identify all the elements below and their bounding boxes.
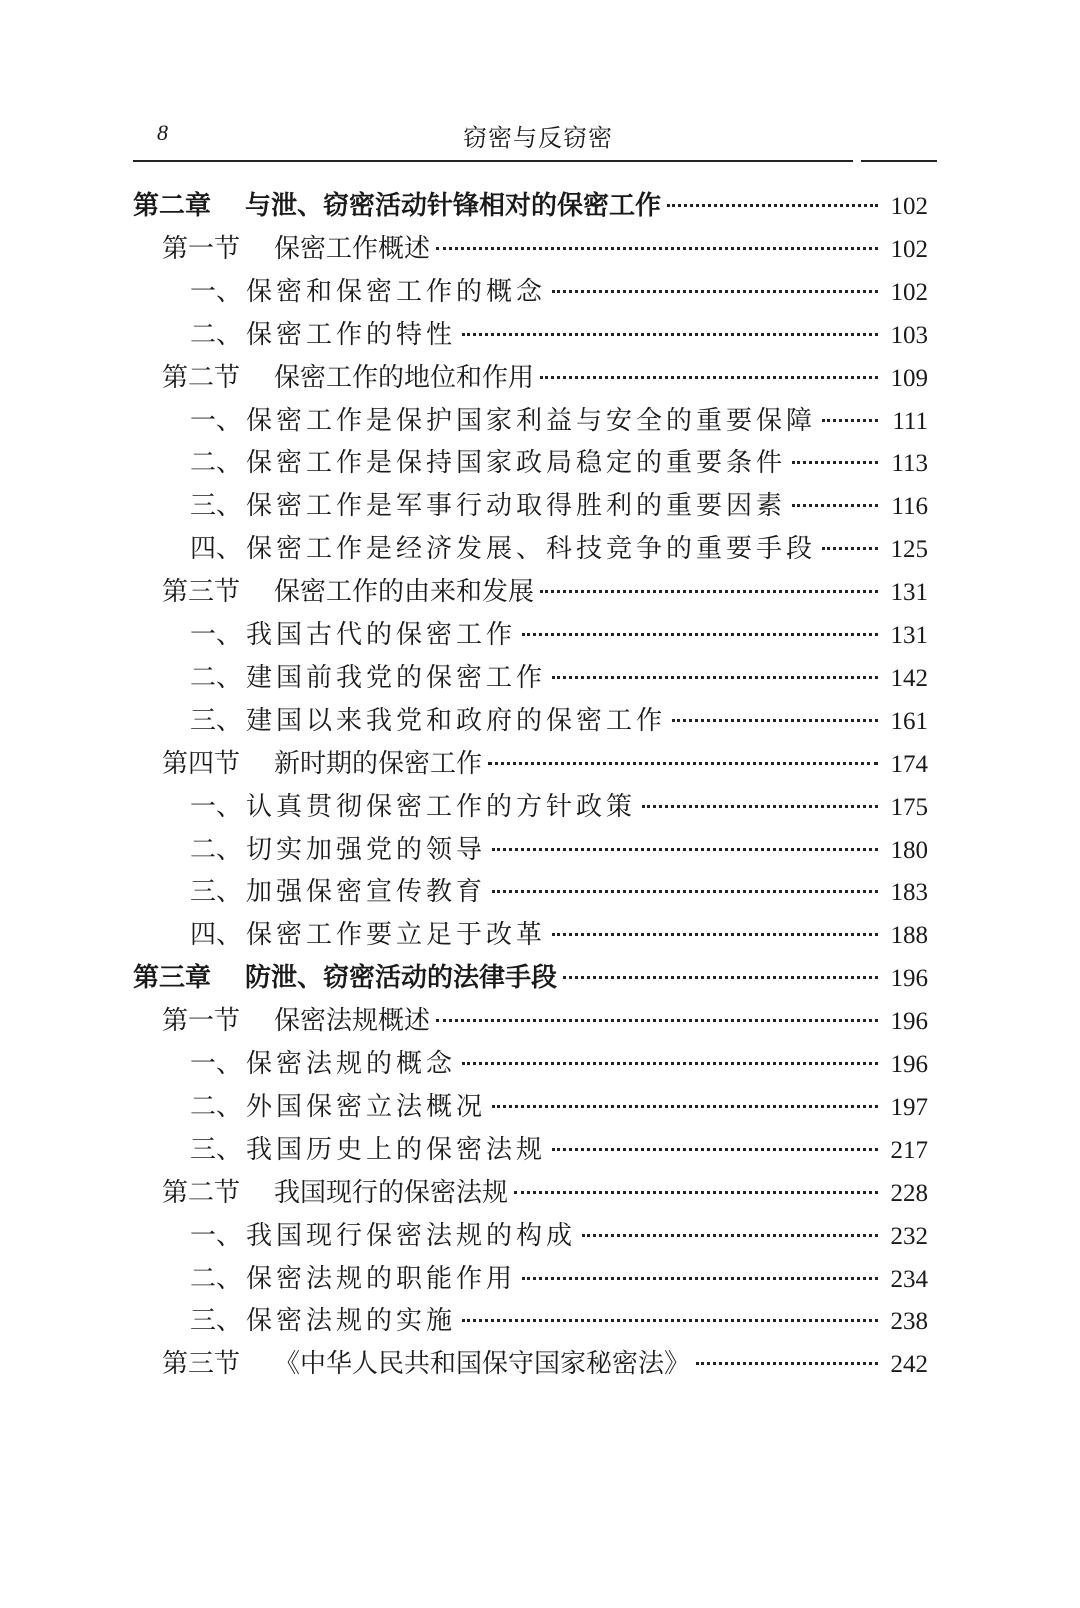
toc-entry-section[interactable] <box>162 1344 928 1384</box>
dot-leader <box>582 1234 878 1237</box>
toc-entry-item[interactable] <box>190 915 928 955</box>
toc-entry-title: 保密工作的地位和作用 <box>274 363 535 393</box>
dot-leader <box>792 504 878 507</box>
toc-entry-page-number: 102 <box>890 193 928 220</box>
toc-entry-title: 保密工作概述 <box>274 234 431 264</box>
toc-entry-label: 第二节 <box>162 1178 241 1208</box>
toc-entry-chapter[interactable] <box>133 186 928 226</box>
toc-entry-title: 建国以来我党和政府的保密工作 <box>246 706 667 736</box>
header-rule-tail <box>861 160 937 162</box>
toc-entry-page-number: 238 <box>890 1308 928 1335</box>
toc-entry-label: 三、 <box>190 706 243 736</box>
toc-entry-page-number: 102 <box>890 279 928 306</box>
toc-entry-page-number: 197 <box>890 1094 928 1121</box>
toc-entry-label: 一、 <box>190 792 243 822</box>
dot-leader <box>462 1319 878 1322</box>
toc-entry-item[interactable] <box>190 872 928 912</box>
toc-entry-title: 《中华人民共和国保守国家秘密法》 <box>274 1349 691 1379</box>
toc-entry-label: 一、 <box>190 277 243 307</box>
toc-entry-item[interactable] <box>190 1087 928 1127</box>
dot-leader <box>696 1362 878 1365</box>
toc-entry-section[interactable] <box>162 1173 928 1213</box>
toc-entry-label: 三、 <box>190 877 243 907</box>
toc-entry-page-number: 109 <box>890 365 928 392</box>
toc-entry-item[interactable] <box>190 787 928 827</box>
toc-entry-item[interactable] <box>190 1044 928 1084</box>
toc-entry-title: 切实加强党的领导 <box>246 835 487 865</box>
toc-entry-page-number: 161 <box>890 708 928 735</box>
toc-entry-item[interactable] <box>190 486 928 526</box>
toc-entry-label: 二、 <box>190 1092 243 1122</box>
toc-entry-title: 保密和保密工作的概念 <box>246 277 547 307</box>
toc-entry-section[interactable] <box>162 744 928 784</box>
toc-entry-label: 第一节 <box>162 1006 241 1036</box>
toc-entry-item[interactable] <box>190 658 928 698</box>
toc-entry-title: 我国现行保密法规的构成 <box>246 1221 577 1251</box>
toc-entry-page-number: 183 <box>890 879 928 906</box>
dot-leader <box>552 290 878 293</box>
header-rule <box>133 160 853 162</box>
toc-entry-chapter[interactable] <box>133 958 928 998</box>
toc-entry-label: 二、 <box>190 448 243 478</box>
toc-entry-page-number: 228 <box>890 1180 928 1207</box>
toc-entry-label: 第三节 <box>162 577 241 607</box>
dot-leader <box>792 461 878 464</box>
toc-entry-section[interactable] <box>162 1001 928 1041</box>
toc-entry-label: 一、 <box>190 406 243 436</box>
toc-entry-page-number: 232 <box>890 1223 928 1250</box>
toc-entry-item[interactable] <box>190 401 928 441</box>
toc-entry-label: 一、 <box>190 620 243 650</box>
toc-entry-title: 保密法规概述 <box>274 1006 431 1036</box>
toc-entry-title: 保密工作是军事行动取得胜利的重要因素 <box>246 491 787 521</box>
dot-leader <box>462 333 878 336</box>
toc-entry-title: 保密工作要立足于改革 <box>246 920 547 950</box>
toc-entry-page-number: 142 <box>890 665 928 692</box>
dot-leader <box>436 1019 878 1022</box>
toc-entry-title: 我国历史上的保密法规 <box>246 1135 547 1165</box>
dot-leader <box>492 848 878 851</box>
toc-entry-title: 我国现行的保密法规 <box>274 1178 509 1208</box>
toc-entry-title: 保密工作是保持国家政局稳定的重要条件 <box>246 448 787 478</box>
toc-entry-label: 第三节 <box>162 1349 241 1379</box>
toc-entry-item[interactable] <box>190 701 928 741</box>
toc-entry-page-number: 131 <box>890 622 928 649</box>
toc-entry-title: 保密工作的特性 <box>246 320 457 350</box>
toc-entry-title: 认真贯彻保密工作的方针政策 <box>246 792 637 822</box>
toc-entry-label: 二、 <box>190 663 243 693</box>
toc-entry-title: 防泄、窃密活动的法律手段 <box>245 963 558 993</box>
toc-entry-title: 保密法规的实施 <box>246 1306 457 1336</box>
toc-entry-section[interactable] <box>162 229 928 269</box>
toc-entry-title: 加强保密宣传教育 <box>246 877 487 907</box>
toc-entry-page-number: 131 <box>890 579 928 606</box>
dot-leader <box>540 590 878 593</box>
toc-entry-page-number: 188 <box>890 922 928 949</box>
toc-entry-title: 建国前我党的保密工作 <box>246 663 547 693</box>
toc-entry-page-number: 217 <box>890 1137 928 1164</box>
toc-entry-title: 保密法规的概念 <box>246 1049 457 1079</box>
toc-entry-title: 保密工作的由来和发展 <box>274 577 535 607</box>
toc-entry-page-number: 196 <box>890 1051 928 1078</box>
toc-entry-label: 二、 <box>190 835 243 865</box>
dot-leader <box>642 805 878 808</box>
toc-entry-title: 保密法规的职能作用 <box>246 1264 517 1294</box>
dot-leader <box>822 419 878 422</box>
toc-entry-label: 三、 <box>190 1306 243 1336</box>
page-number: 8 <box>157 120 168 145</box>
dot-leader <box>436 247 878 250</box>
toc-entry-section[interactable] <box>162 358 928 398</box>
toc-entry-page-number: 234 <box>890 1266 928 1293</box>
toc-entry-label: 第二节 <box>162 363 241 393</box>
page-header <box>133 112 953 162</box>
toc-entry-item[interactable] <box>190 1301 928 1341</box>
toc-entry-label: 四、 <box>190 534 243 564</box>
toc-entry-label: 二、 <box>190 1264 243 1294</box>
toc-entry-page-number: 103 <box>890 322 928 349</box>
dot-leader <box>672 719 878 722</box>
toc-entry-item[interactable] <box>190 272 928 312</box>
toc-entry-title: 保密工作是保护国家利益与安全的重要保障 <box>246 406 817 436</box>
toc-entry-label: 四、 <box>190 920 243 950</box>
dot-leader <box>462 1062 878 1065</box>
toc-entry-label: 二、 <box>190 320 243 350</box>
toc-entry-label: 第四节 <box>162 749 241 779</box>
toc-entry-label: 第三章 <box>133 963 212 993</box>
toc-entry-page-number: 180 <box>890 837 928 864</box>
dot-leader <box>514 1191 878 1194</box>
toc-entry-item[interactable] <box>190 615 928 655</box>
toc-entry-page-number: 174 <box>890 751 928 778</box>
toc-entry-title: 保密工作是经济发展、科技竞争的重要手段 <box>246 534 817 564</box>
toc-entry-page-number: 125 <box>890 536 928 563</box>
toc-entry-label: 一、 <box>190 1049 243 1079</box>
dot-leader <box>492 1105 878 1108</box>
toc-entry-label: 第一节 <box>162 234 241 264</box>
toc-entry-label: 三、 <box>190 491 243 521</box>
toc-entry-item[interactable] <box>190 1130 928 1170</box>
toc-entry-title: 新时期的保密工作 <box>274 749 483 779</box>
toc-entry-label: 一、 <box>190 1221 243 1251</box>
toc-entry-item[interactable] <box>190 1216 928 1256</box>
toc-entry-page-number: 116 <box>891 493 928 520</box>
dot-leader <box>522 1277 878 1280</box>
toc-entry-item[interactable] <box>190 315 928 355</box>
toc-entry-page-number: 196 <box>890 965 928 992</box>
dot-leader <box>488 762 878 765</box>
dot-leader <box>522 633 878 636</box>
toc-entry-page-number: 102 <box>890 236 928 263</box>
toc-entry-title: 我国古代的保密工作 <box>246 620 517 650</box>
running-title: 窃密与反窃密 <box>463 124 613 152</box>
dot-leader <box>667 204 878 207</box>
dot-leader <box>540 376 878 379</box>
toc-entry-item[interactable] <box>190 1259 928 1299</box>
toc-entry-item[interactable] <box>190 830 928 870</box>
toc-entry-title: 与泄、窃密活动针锋相对的保密工作 <box>245 191 662 221</box>
toc-entry-section[interactable] <box>162 572 928 612</box>
toc-entry-title: 外国保密立法概况 <box>246 1092 487 1122</box>
dot-leader <box>822 547 878 550</box>
dot-leader <box>492 890 878 893</box>
dot-leader <box>563 976 878 979</box>
toc-entry-page-number: 242 <box>890 1351 928 1378</box>
toc-entry-item[interactable] <box>190 443 928 483</box>
dot-leader <box>552 933 878 936</box>
toc-entry-label: 第二章 <box>133 191 212 221</box>
toc-entry-page-number: 196 <box>890 1008 928 1035</box>
toc-entry-item[interactable] <box>190 529 928 569</box>
dot-leader <box>552 1148 878 1151</box>
toc-entry-page-number: 175 <box>890 794 928 821</box>
dot-leader <box>552 676 878 679</box>
toc-entry-page-number: 113 <box>891 450 928 477</box>
toc-entry-page-number: 111 <box>892 408 928 435</box>
toc-entry-label: 三、 <box>190 1135 243 1165</box>
